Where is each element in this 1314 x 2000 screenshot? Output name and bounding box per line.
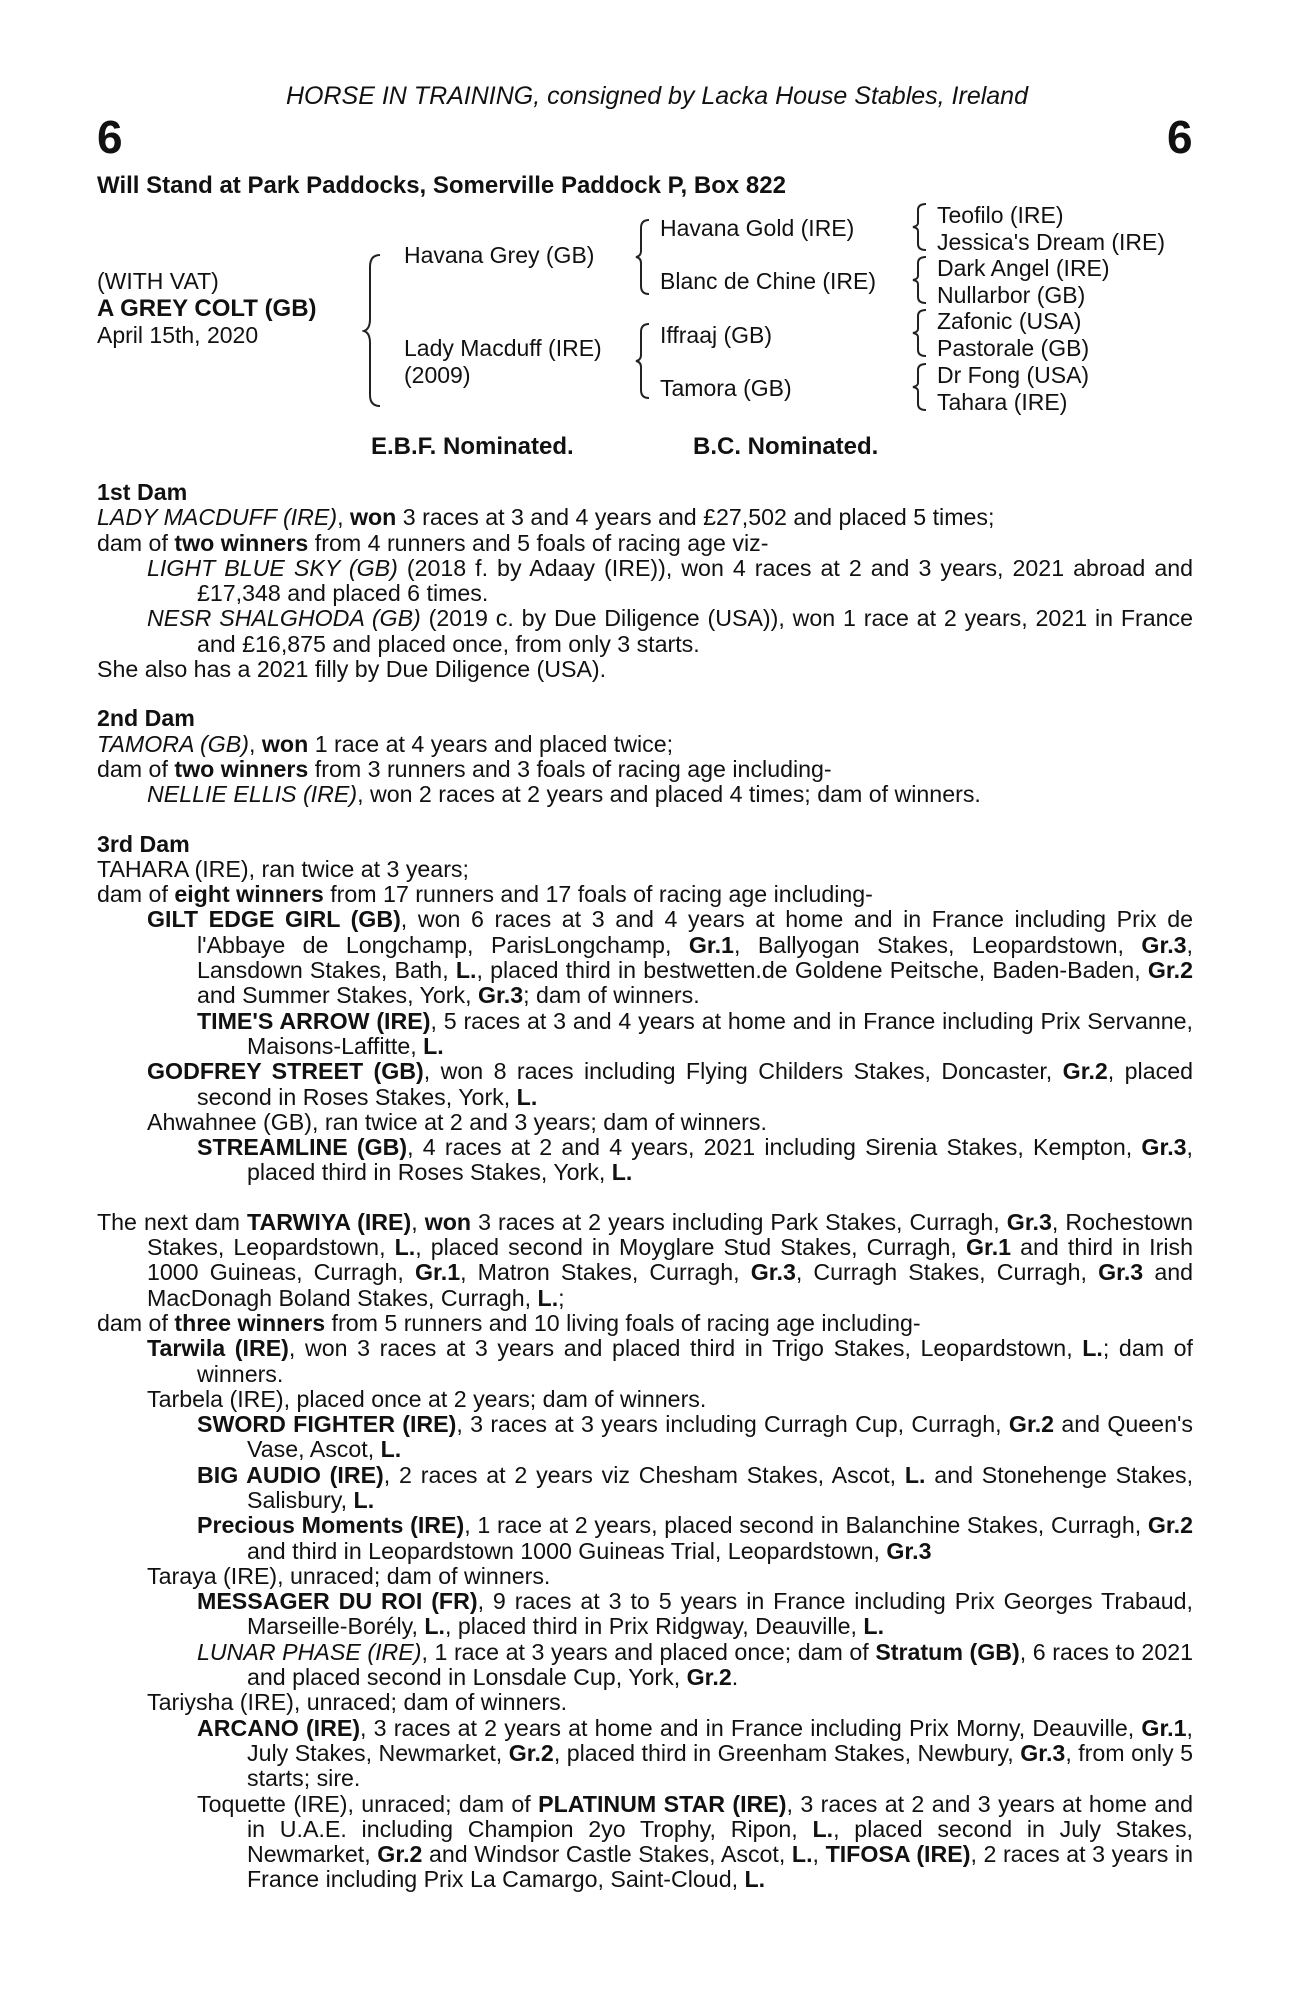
gen3-3: Dark Angel (IRE) xyxy=(937,255,1110,281)
dam-sire: Iffraaj (GB) xyxy=(660,322,773,348)
third-dam-heading: 3rd Dam xyxy=(97,830,190,857)
next-dam-produce-line: dam of three winners from 5 runners and 10 living foals of racing age including- xyxy=(97,1309,921,1336)
dam-dam: Tamora (GB) xyxy=(660,375,792,401)
produce-sword-fighter: SWORD FIGHTER (IRE), 3 races at 3 years including Curragh Cup, Curragh, Gr.2 and Queen's Vase, Ascot, L. xyxy=(197,1411,1193,1463)
produce-lunar-phase: LUNAR PHASE (IRE), 1 race at 3 years and placed once; dam of Stratum (GB), 6 races to 2021 and placed second in Lonsdale Cup, York, Gr.2. xyxy=(197,1638,1194,1691)
dam: Lady Macduff (IRE) xyxy=(404,335,602,361)
produce-messager-du-roi: MESSAGER DU ROI (FR), 9 races at 3 to 5 years in France including Prix Georges Trabaud, Marseille-Borély, L., placed third in Prix Ridgway, Deauville, L. xyxy=(197,1588,1193,1640)
vat-note: (WITH VAT) xyxy=(97,268,219,294)
sire-sire: Havana Gold (IRE) xyxy=(660,215,855,241)
produce-tariysha: Tariysha (IRE), unraced; dam of winners. xyxy=(147,1689,568,1716)
next-dam-line: The next dam TARWIYA (IRE), won 3 races at 2 years including Park Stakes, Curragh, Gr.3, Rochestown Stakes, Leopardstown, L., placed second in Moyglare Stud Stakes, Curragh, Gr.1 and third in Irish 1000 Guineas, Curragh, Gr.1, Matron Stakes, Curragh, Gr.3, Curragh Stakes, Curragh, Gr.3 and MacDonagh Boland Stakes, Curragh, L.; xyxy=(97,1208,1194,1311)
produce-light-blue-sky: LIGHT BLUE SKY (GB) (2018 f. by Adaay (IRE)), won 4 races at 2 and 3 years, 2021 abroad and £17,348 and placed 6 times. xyxy=(147,554,1194,607)
produce-toquette: Toquette (IRE), unraced; dam of PLATINUM STAR (IRE), 3 races at 2 and 3 years at home and in U.A.E. including Champion 2yo Trophy, Ripon, L., placed second in July Stakes, Newmarket, Gr.2 and Windsor Castle Stakes, Ascot, L., TIFOSA (IRE), 2 races at 3 years in France including Prix La Camargo, Saint-Cloud, L. xyxy=(197,1790,1194,1893)
produce-streamline: STREAMLINE (GB), 4 races at 2 and 4 years, 2021 including Sirenia Stakes, Kempton, Gr.3, placed third in Roses Stakes, York, L. xyxy=(197,1134,1193,1186)
gen3-5: Zafonic (USA) xyxy=(937,308,1082,334)
gen3-4: Nullarbor (GB) xyxy=(937,282,1086,308)
gen3-brace-1 xyxy=(912,202,928,252)
gen3-6: Pastorale (GB) xyxy=(937,335,1090,361)
horse-name: A GREY COLT (GB) xyxy=(97,295,317,322)
gen3-1: Teofilo (IRE) xyxy=(937,202,1064,228)
ebf-nominated: E.B.F. Nominated. xyxy=(371,433,574,460)
second-dam-line: TAMORA (GB), won 1 race at 4 years and placed twice; xyxy=(97,730,674,757)
sire-dam: Blanc de Chine (IRE) xyxy=(660,268,877,294)
gen3-brace-2 xyxy=(912,255,928,305)
first-dam-line: LADY MACDUFF (IRE), won 3 races at 3 and 4 years and £27,502 and placed 5 times; xyxy=(97,504,995,531)
gen3-brace-3 xyxy=(912,308,928,358)
lot-number-right: 6 xyxy=(1167,111,1193,163)
produce-times-arrow: TIME'S ARROW (IRE), 5 races at 3 and 4 years at home and in France including Prix Servanne, Maisons-Laffitte, L. xyxy=(197,1007,1193,1059)
produce-big-audio: BIG AUDIO (IRE), 2 races at 2 years viz Chesham Stakes, Ascot, L. and Stonehenge Stakes, Salisbury, L. xyxy=(197,1461,1194,1513)
consignment-header: HORSE IN TRAINING, consigned by Lacka House Stables, Ireland xyxy=(286,82,1028,110)
gen3-7: Dr Fong (USA) xyxy=(937,362,1090,388)
produce-nesr-shalghoda: NESR SHALGHODA (GB) (2019 c. by Due Diligence (USA)), won 1 race at 2 years, 2021 in France and £16,875 and placed once, from only 3 starts. xyxy=(147,605,1194,657)
produce-precious-moments: Precious Moments (IRE), 1 race at 2 years, placed second in Balanchine Stakes, Curragh, Gr.2 and third in Leopardstown 1000 Guineas Trial, Leopardstown, Gr.3 xyxy=(197,1512,1193,1564)
first-dam-heading: 1st Dam xyxy=(97,479,188,505)
produce-nellie-ellis: NELLIE ELLIS (IRE), won 2 races at 2 years and placed 4 times; dam of winners. xyxy=(147,781,981,808)
produce-tarwila: Tarwila (IRE), won 3 races at 3 years and placed third in Trigo Stakes, Leopardstown, L.; dam of winners. xyxy=(147,1335,1194,1387)
second-dam-heading: 2nd Dam xyxy=(97,705,195,732)
second-dam-produce-line: dam of two winners from 3 runners and 3 foals of racing age including- xyxy=(97,755,832,782)
catalogue-body xyxy=(97,480,1193,1893)
stand-location: Will Stand at Park Paddocks, Somerville Paddock P, Box 822 xyxy=(97,172,786,199)
third-dam-produce-line: dam of eight winners from 17 runners and 17 foals of racing age including- xyxy=(97,881,873,908)
produce-taraya: Taraya (IRE), unraced; dam of winners. xyxy=(147,1562,551,1589)
dam-brace xyxy=(635,322,651,400)
produce-arcano: ARCANO (IRE), 3 races at 2 years at home and in France including Prix Morny, Deauville, Gr.1, July Stakes, Newmarket, Gr.2, placed third in Greenham Stakes, Newbury, Gr.3, from only 5 starts; sire. xyxy=(197,1714,1193,1792)
gen3-8: Tahara (IRE) xyxy=(937,389,1068,415)
dam-year: (2009) xyxy=(404,362,471,388)
sire-brace xyxy=(635,218,651,296)
bc-nominated: B.C. Nominated. xyxy=(693,433,879,460)
produce-gilt-edge-girl: GILT EDGE GIRL (GB), won 6 races at 3 and 4 years at home and in France including Prix de l'Abbaye de Longchamp, ParisLongchamp, Gr.1, Ballyogan Stakes, Leopardstown, Gr.3, Lansdown Stakes, Bath, L., placed third in bestwetten.de Goldene Peitsche, Baden-Baden, Gr.2 and Summer Stakes, York, Gr.3; dam of winners. xyxy=(147,906,1193,1009)
first-dam-produce-line: dam of two winners from 4 runners and 5 foals of racing age viz- xyxy=(97,529,769,556)
third-dam-line: TAHARA (IRE), ran twice at 3 years; xyxy=(97,855,469,882)
pedigree-brace xyxy=(362,253,384,408)
produce-godfrey-street: GODFREY STREET (GB), won 8 races including Flying Childers Stakes, Doncaster, Gr.2, placed second in Roses Stakes, York, L. xyxy=(147,1058,1193,1110)
lot-number-left: 6 xyxy=(97,111,123,163)
gen3-2: Jessica's Dream (IRE) xyxy=(937,229,1166,255)
gen3-brace-4 xyxy=(912,362,928,412)
produce-ahwahnee: Ahwahnee (GB), ran twice at 2 and 3 years; dam of winners. xyxy=(147,1108,767,1135)
first-dam-filly-note: She also has a 2021 filly by Due Diligence (USA). xyxy=(97,656,607,683)
foaling-date: April 15th, 2020 xyxy=(97,322,259,348)
produce-tarbela: Tarbela (IRE), placed once at 2 years; dam of winners. xyxy=(147,1385,707,1412)
sire: Havana Grey (GB) xyxy=(404,242,595,268)
